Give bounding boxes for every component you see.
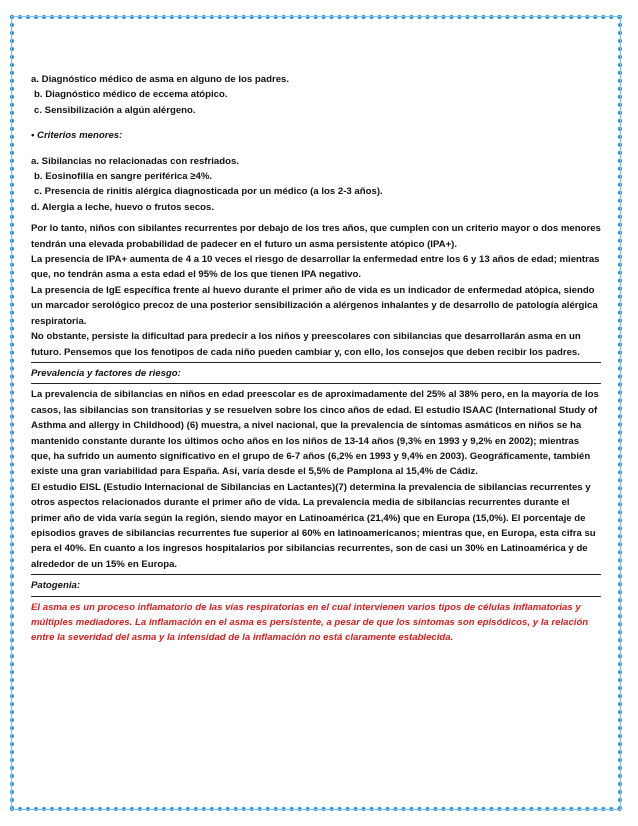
minor-criterion-c: c. Presencia de rinitis alérgica diagnosticada por un médico (a los 2-3 años).: [34, 186, 383, 198]
minor-criterion-a: a. Sibilancias no relacionadas con resfriados.: [31, 155, 239, 167]
ipa-paragraph: La presencia de IPA+ aumenta de 4 a 10 veces el riesgo de desarrollar la enfermedad entre los 6 y 13 años de edad; mientras que, no tendrán asma a esta edad el 95% de los que tienen IPA negativo.: [31, 254, 600, 281]
minor-criterion-d: d. Alergia a leche, huevo o frutos secos.: [31, 201, 215, 213]
ipa-paragraph: La presencia de IgE específica frente al huevo durante el primer año de vida es un indicador de enfermedad atópica, siendo un marcador serológico precoz de una posterior sensibilización a alérgenos inhalantes y de desarrollo de patología alérgica respiratoria.: [31, 284, 598, 327]
pathogenesis-heading: Patogenia:: [31, 580, 81, 592]
section-divider: [31, 574, 601, 575]
prevalence-paragraph: La prevalencia de sibilancias en niños en edad preescolar es de aproximadamente del 25% al 38% pero, en la mayoría de los casos, las sibilancias son transitorias y se resuelven sobre los cinco años de edad. El estudio ISAAC (International Study of Asthma and allergy in Childhood) (6) muestra, a nivel nacional, que la prevalencia de síntomas asmáticos en niños se ha mantenido constante durante los últimos ocho años en los niños de 13-14 años (9,3% en 1993 y 9,2% en 2002); mientras que, ha sufrido un aumento significativo en el grupo de 6-7 años (6,2% en 1993 y 9,4% en 2003). Geográficamente, también existe una gran variabilidad para España. Así, varía desde el 5,5% de Pamplona al 15,4% de Cádiz.: [31, 389, 599, 478]
pathogenesis-text: El asma es un proceso inflamatorio de las vías respiratorias en el cual intervienen varios tipos de células inflamatorias y múltiples mediadores. La inflamación en el asma es persistente, a pesar de que los síntomas son episódicos, y la relación entre la severidad del asma y la intensidad de la inflamación no está claramente establecida.: [31, 601, 589, 644]
section-divider: [31, 596, 601, 597]
ipa-paragraph: No obstante, persiste la dificultad para predecir a los niños y preescolares con sibilancias que desarrollarán asma en un futuro. Pensemos que los fenotipos de cada niño pueden cambiar y, con ello, los consejos que deben recibir los padres.: [31, 331, 581, 358]
ipa-paragraph: Por lo tanto, niños con sibilantes recurrentes por debajo de los tres años, que cumplen con un criterio mayor o dos menores tendrán una elevada probabilidad de padecer en el futuro un asma persistente atópico (IPA+).: [31, 223, 601, 250]
major-criterion-a: a. Diagnóstico médico de asma en alguno de los padres.: [31, 74, 290, 85]
minor-criterion-b: b. Eosinofilia en sangre periférica ≥4%.: [34, 171, 213, 183]
minor-criteria-heading: • Criterios menores:: [31, 130, 123, 142]
section-divider: [31, 362, 601, 363]
major-criterion-c: c. Sensibilización a algún alérgeno.: [34, 104, 196, 116]
document-body: [31, 72, 601, 646]
prevalence-heading: Prevalencia y factores de riesgo:: [31, 367, 181, 379]
prevalence-paragraph: El estudio EISL (Estudio Internacional de Sibilancias en Lactantes)(7) determina la prevalencia de sibilancias recurrentes y otros aspectos relacionados durante el primer año de vida. La prevalencia media de sibilancias recurrentes durante el primer año de vida varía según la región, siendo mayor en Latinoamérica (21,4%) que en Europa (15,0%). El porcentaje de episodios graves de sibilancias recurrentes fue superior al 60% en latinoamericanos; mientras que, en Europa, esta cifra su pera el 40%. En cuanto a los ingresos hospitalarios por sibilancias recurrentes, son de casi un 30% en Latinoamérica y de alrededor de un 15% en Europa.: [31, 481, 596, 570]
section-divider: [31, 383, 601, 384]
major-criterion-b: b. Diagnóstico médico de eccema atópico.: [34, 89, 228, 101]
